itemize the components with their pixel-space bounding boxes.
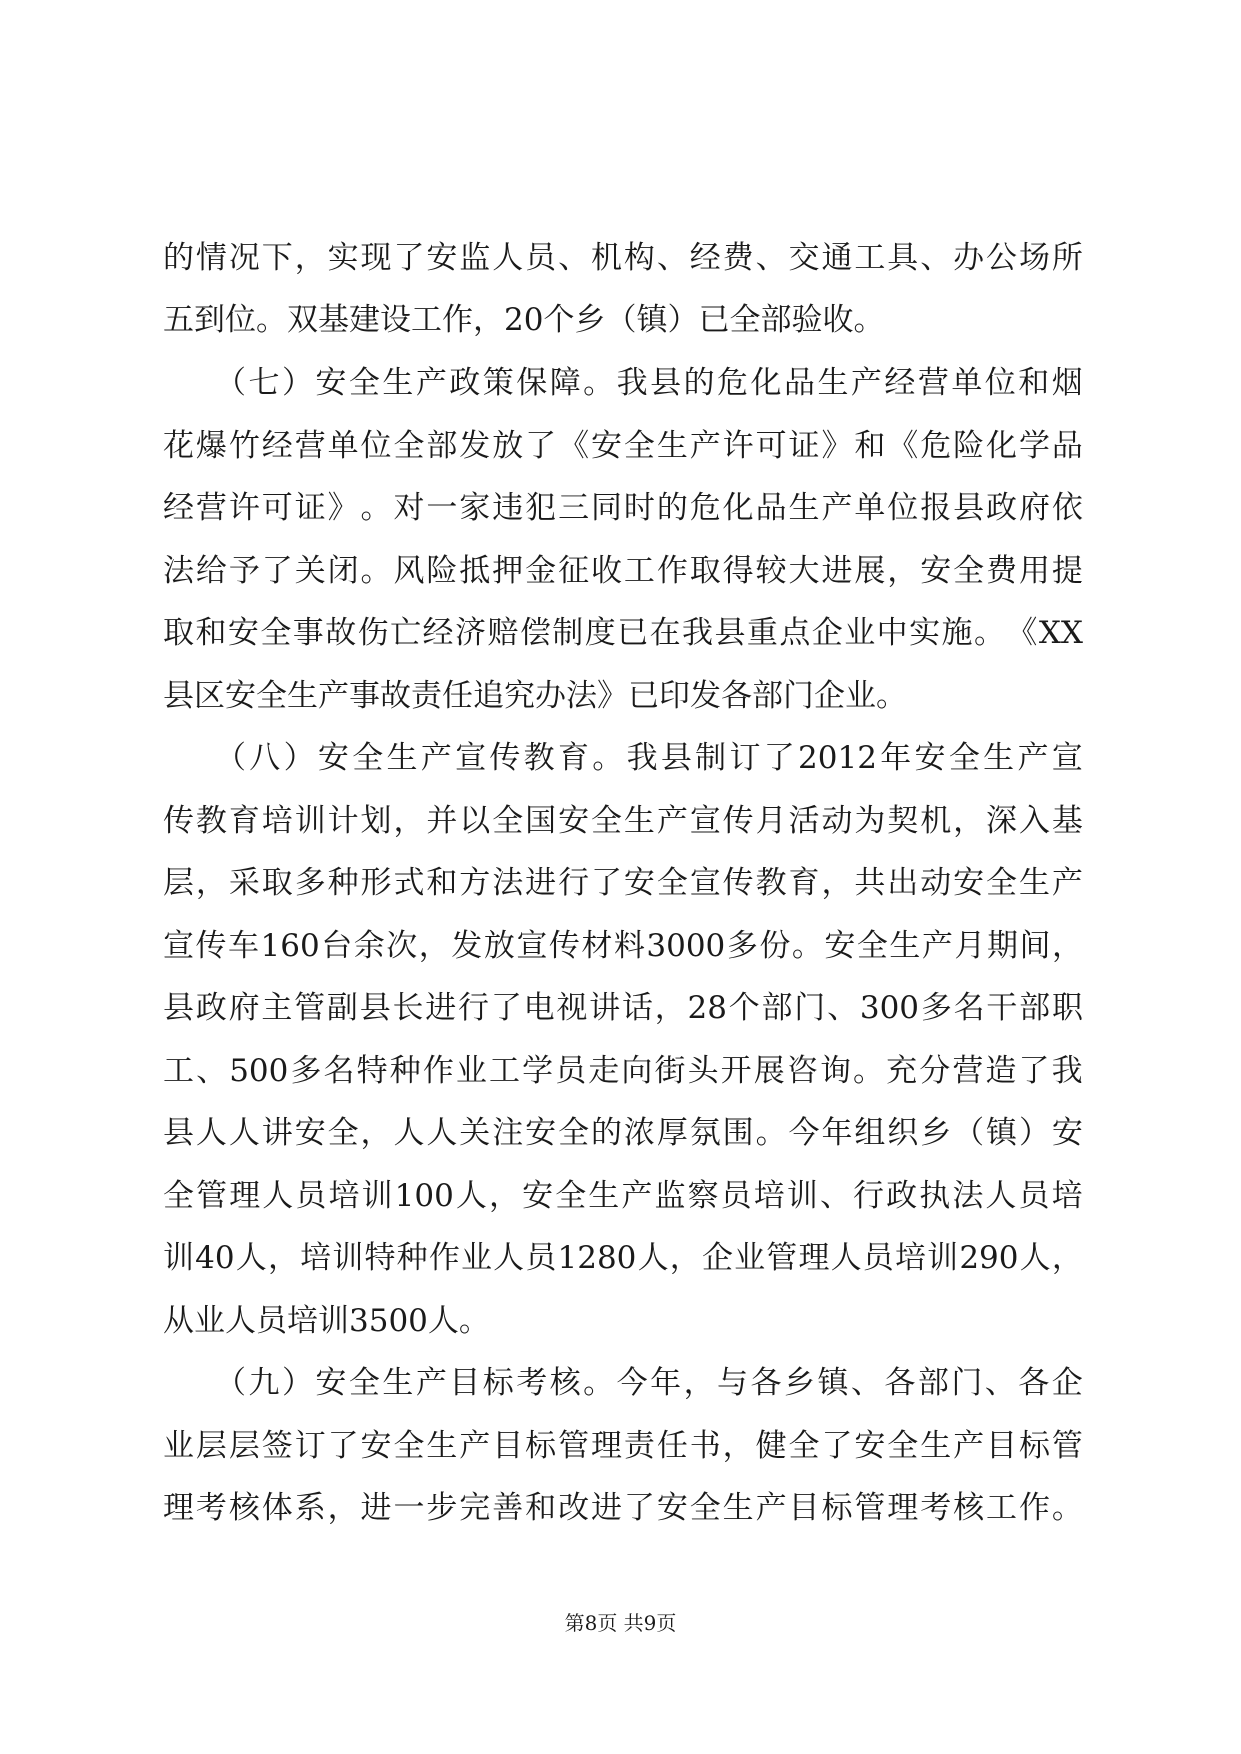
text-line: 宣 传 车 160 台 余 次 ， 发 放 宣 传 材 料 3000 多 份 。 安 全 生 产 月 期 间 ， — [163, 928, 1083, 964]
text-line: 训 40 人 ， 培 训 特 种 作 业 人 员 1280 人 ， 企 业 管 理 人 员 培 训 290 人 ， — [163, 1240, 1083, 1276]
paragraph-start-line: （ 八 ） 安 全 生 产 宣 传 教 育 。 我 县 制 订 了 2012 年 安 全 生 产 宣 — [215, 740, 1083, 776]
text-line: 传 教 育 培 训 计 划 ， 并 以 全 国 安 全 生 产 宣 传 月 活 动 为 契 机 ， 深 入 基 — [163, 803, 1083, 839]
text-line: 工 、 500 多 名 特 种 作 业 工 学 员 走 向 街 头 开 展 咨 询 。 充 分 营 造 了 我 — [163, 1053, 1083, 1089]
text-line: 县 人 人 讲 安 全 ， 人 人 关 注 安 全 的 浓 厚 氛 围 。 今 年 组 织 乡 （ 镇 ） 安 — [163, 1115, 1083, 1151]
paragraph-start-line: （ 九 ） 安 全 生 产 目 标 考 核 。 今 年 ， 与 各 乡 镇 、 各 部 门 、 各 企 — [215, 1365, 1083, 1401]
text-line: 的 情 况 下 ， 实 现 了 安 监 人 员 、 机 构 、 经 费 、 交 通 工 具 、 办 公 场 所 — [163, 240, 1083, 276]
paragraph-start-line: （ 七 ） 安 全 生 产 政 策 保 障 。 我 县 的 危 化 品 生 产 经 营 单 位 和 烟 — [215, 365, 1083, 401]
text-line: 业 层 层 签 订 了 安 全 生 产 目 标 管 理 责 任 书 ， 健 全 了 安 全 生 产 目 标 管 — [163, 1428, 1083, 1464]
text-line: 县区安全生产事故责任追究办法》已印发各部门企业。 — [163, 678, 907, 714]
text-line: 县 政 府 主 管 副 县 长 进 行 了 电 视 讲 话 ， 28 个 部 门 、 300 多 名 干 部 职 — [163, 990, 1083, 1026]
text-line: 取 和 安 全 事 故 伤 亡 经 济 赔 偿 制 度 已 在 我 县 重 点 企 业 中 实 施 。 《 XX — [163, 615, 1083, 651]
text-line: 层 ， 采 取 多 种 形 式 和 方 法 进 行 了 安 全 宣 传 教 育 ， 共 出 动 安 全 生 产 — [163, 865, 1083, 901]
text-line: 经 营 许 可 证 》 。 对 一 家 违 犯 三 同 时 的 危 化 品 生 产 单 位 报 县 政 府 依 — [163, 490, 1083, 526]
page-number-footer: 第8页 共9页 — [564, 1611, 677, 1635]
text-line: 法 给 予 了 关 闭 。 风 险 抵 押 金 征 收 工 作 取 得 较 大 进 展 ， 安 全 费 用 提 — [163, 553, 1083, 589]
text-line: 理 考 核 体 系 ， 进 一 步 完 善 和 改 进 了 安 全 生 产 目 标 管 理 考 核 工 作 。 — [163, 1490, 1083, 1526]
text-line: 从业人员培训3500人。 — [163, 1303, 490, 1339]
text-line: 全 管 理 人 员 培 训 100 人 ， 安 全 生 产 监 察 员 培 训 、 行 政 执 法 人 员 培 — [163, 1178, 1083, 1214]
text-line: 五到位。双基建设工作，20个乡（镇）已全部验收。 — [163, 302, 885, 338]
text-line: 花 爆 竹 经 营 单 位 全 部 发 放 了 《 安 全 生 产 许 可 证 》 和 《 危 险 化 学 品 — [163, 428, 1083, 464]
